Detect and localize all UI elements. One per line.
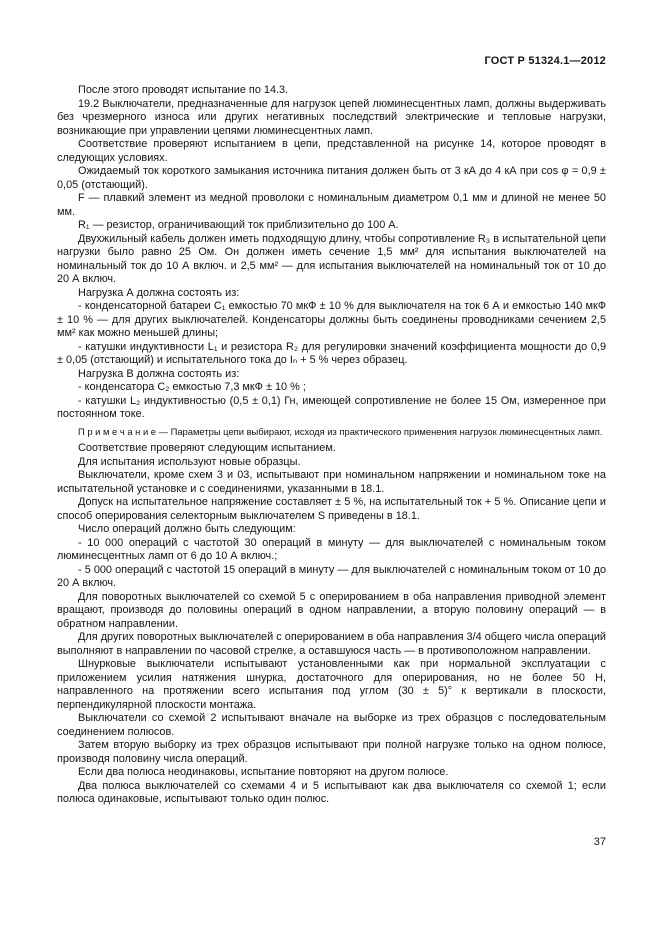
paragraph: Для испытания используют новые образцы. — [78, 455, 301, 468]
paragraph: Ожидаемый ток короткого замыкания источника питания должен быть от 3 кА до 4 кА при cos φ = 0,9 ± 0,05 (отстающий). — [57, 165, 606, 191]
paragraph: После этого проводят испытание по 14.3. — [78, 84, 289, 96]
paragraph: Соответствие проверяют испытанием в цепи, представленной на рисунке 14, которое проводят в следующих условиях. — [57, 138, 606, 164]
paragraph: П р и м е ч а н и е — Параметры цепи выбирают, исходя из практического применения нагрузок люминесцентных ламп. — [78, 425, 603, 437]
paragraph: Выключатели со схемой 2 испытывают вначале на выборке из трех образцов с последовательным соединением полюсов. — [57, 712, 606, 738]
paragraph: Шнурковые выключатели испытывают установленными как при нормальной эксплуатации с приложением усилия натяжения шнурка, достаточного для оперирования, но не более 50 Н, направленного на протяжении всего испытания под углом (30 ± 5)° к вертикали в плоскости, перпендикулярной плоскости монтажа. — [57, 658, 606, 711]
paragraph: - конденсаторной батареи C₁ емкостью 70 мкФ ± 10 % для выключателя на ток 6 А и емкостью 140 мкФ ± 10 % — для других выключателей. Конденсаторы должны быть соединены проводниками сечением 2,5 мм² как можно меньшей длины; — [57, 300, 606, 339]
paragraph: Выключатели, кроме схем 3 и 03, испытывают при номинальном напряжении и номинальном токе на испытательной установке и с соединениями, указанными в 18.1. — [57, 469, 606, 495]
paragraph: Соответствие проверяют следующим испытанием. — [78, 442, 336, 455]
paragraph: - катушки L₂ индуктивностью (0,5 ± 0,1) Гн, имеющей сопротивление не более 15 Ом, измеренное при постоянном токе. — [57, 394, 606, 420]
document-body — [57, 84, 606, 807]
paragraph: F — плавкий элемент из медной проволоки с номинальным диаметром 0,1 мм и длиной не менее 50 мм. — [57, 192, 606, 218]
paragraph: - 10 000 операций с частотой 30 операций в минуту — для выключателей с номинальным током люминесцентных ламп от 6 до 10 А включ.; — [57, 536, 606, 563]
paragraph: Нагрузка А должна состоять из: — [78, 286, 240, 299]
doc-number: ГОСТ Р 51324.1—2012 — [484, 55, 606, 67]
paragraph: R₁ — резистор, ограничивающий ток приблизительно до 100 А. — [78, 219, 399, 231]
page-number: 37 — [593, 836, 606, 848]
paragraph: Двухжильный кабель должен иметь подходящую длину, чтобы сопротивление R₃ в испытательной цепи нагрузки было равно 25 Ом. Он должен иметь сечение 1,5 мм² для испытания выключателей на номинальный ток до 10 А включ. и 2,5 мм² — для испытания выключателей на номинальный ток от 10 до 20 А включ. — [57, 232, 606, 285]
paragraph: - катушки индуктивности L₁ и резистора R₂ для регулировки значений коэффициента мощности до 0,9 ± 0,05 (отстающий) и испытательного тока до Iₙ + 5 % через образец. — [57, 340, 606, 366]
paragraph: - 5 000 операций с частотой 15 операций в минуту — для выключателей с номинальным током от 10 до 20 А включ. — [57, 563, 606, 590]
paragraph: Два полюса выключателей со схемами 4 и 5 испытывают как два выключателя со схемой 1; если полюса одинаковые, испытывают только один полюс. — [57, 779, 606, 806]
paragraph: Допуск на испытательное напряжение составляет ± 5 %, на испытательный ток + 5 %. Описание цепи и способ оперирования селекторным выключателем S приведены в 18.1. — [57, 496, 606, 522]
paragraph: Затем вторую выборку из трех образцов испытывают при полной нагрузке только на одном полюсе, производя половину числа операций. — [57, 739, 606, 765]
paragraph: 19.2 Выключатели, предназначенные для нагрузок цепей люминесцентных ламп, должны выдерживать без чрезмерного износа или других негативных последствий электрические и тепловые нагрузки, возникающие при управлении цепями люминесцентных ламп. — [57, 97, 606, 137]
paragraph: Число операций должно быть следующим: — [78, 523, 296, 536]
paragraph: Для других поворотных выключателей с оперированием в оба направления 3/4 общего числа операций выполняют в направлении по часовой стрелке, а оставшуюся часть — в противоположном направлении. — [57, 631, 606, 657]
paragraph: Для поворотных выключателей со схемой 5 с оперированием в оба направления приводной элемент вращают, производя до половины операций в одном направлении, а вторую половину операций — в обратном направлении. — [57, 590, 606, 630]
paragraph: Если два полюса неодинаковы, испытание повторяют на другом полюсе. — [78, 766, 449, 779]
paragraph: - конденсатора C₂ емкостью 7,3 мкФ ± 10 % ; — [78, 381, 306, 393]
paragraph: Нагрузка В должна состоять из: — [78, 367, 240, 380]
